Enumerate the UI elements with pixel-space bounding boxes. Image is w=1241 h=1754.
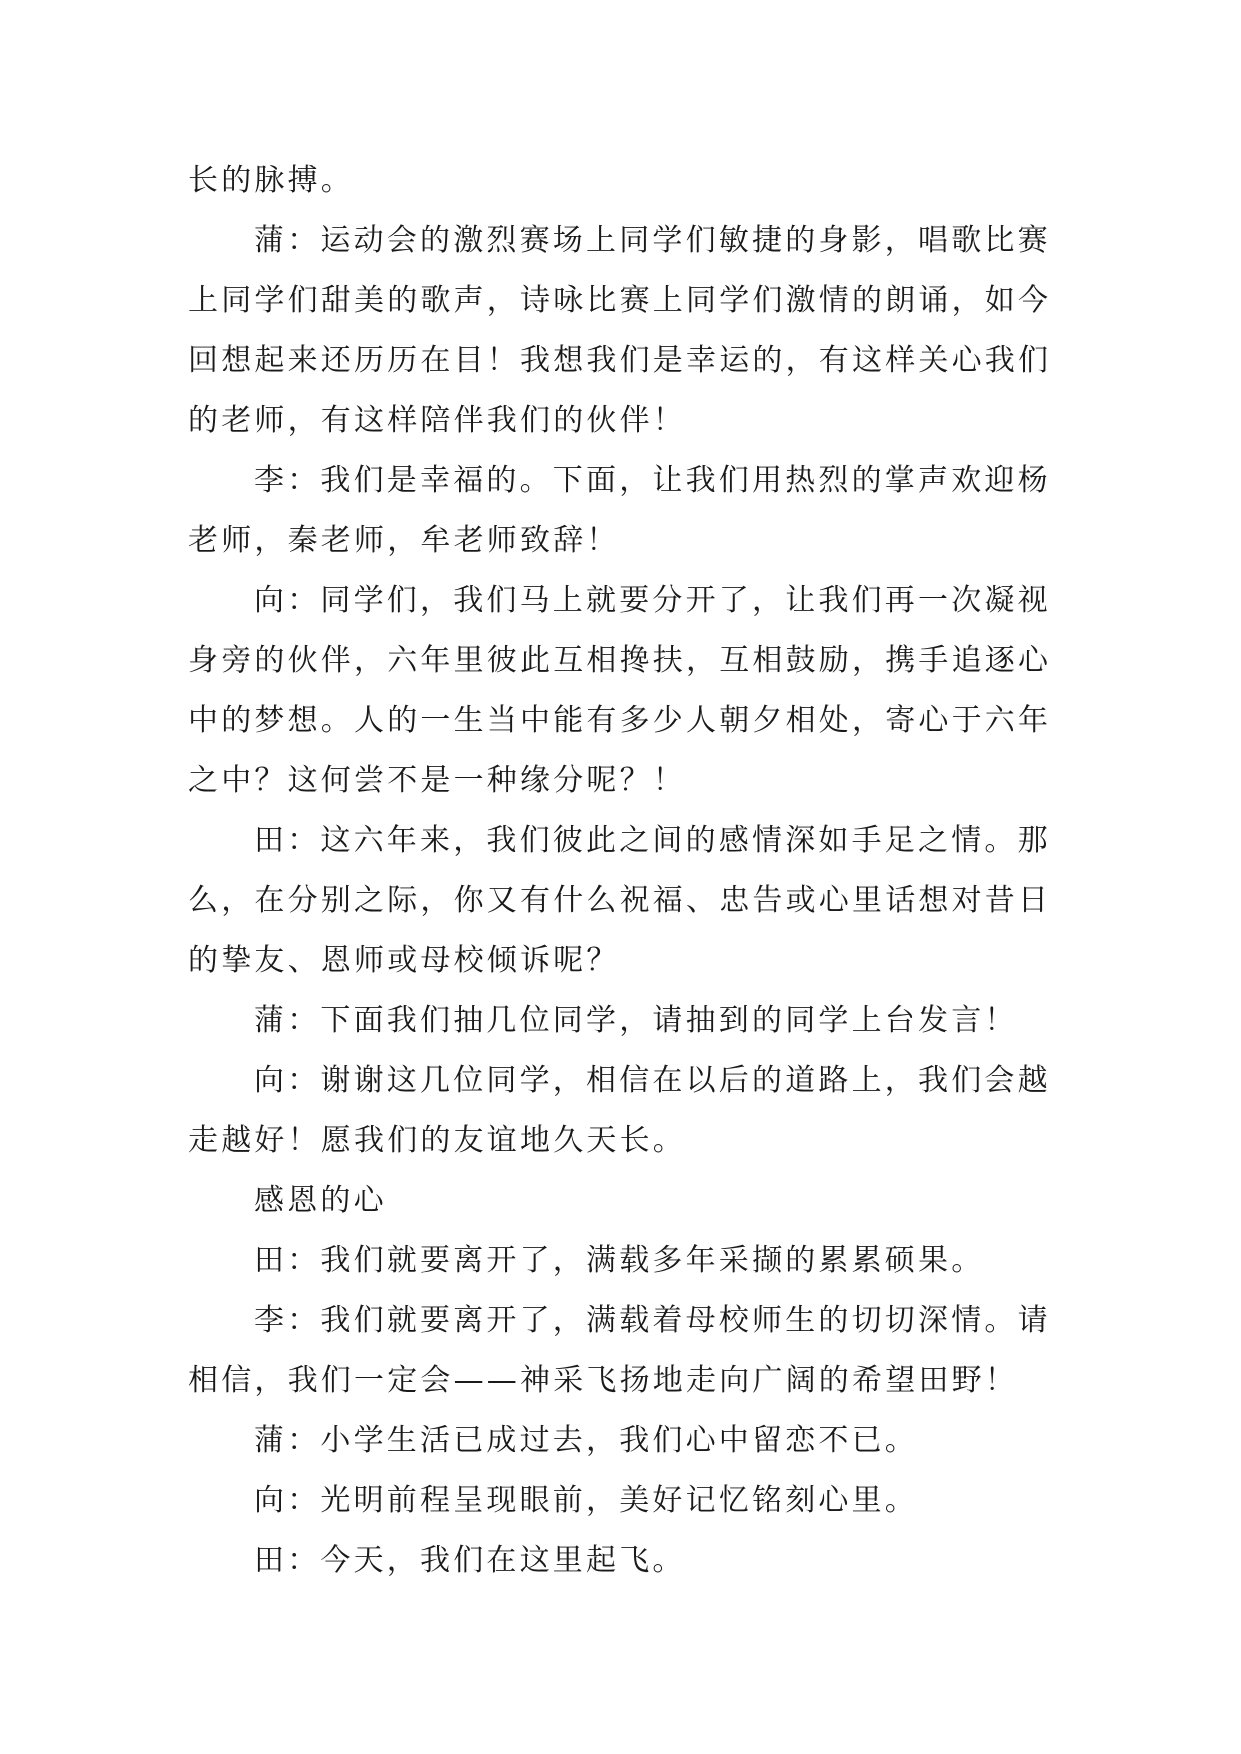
- text-line: 长的脉搏。: [188, 163, 354, 198]
- text-line: 李：我们是幸福的。下面，让我们用热烈的掌声欢迎杨: [254, 463, 1051, 498]
- text-line: 向：同学们，我们马上就要分开了，让我们再一次凝视: [254, 583, 1051, 618]
- text-line: 蒲：小学生活已成过去，我们心中留恋不已。: [254, 1423, 918, 1458]
- text-line: 之中？这何尝不是一种缘分呢？！: [188, 763, 686, 798]
- text-line: 田：这六年来，我们彼此之间的感情深如手足之情。那: [254, 823, 1051, 858]
- text-line: 田：我们就要离开了，满载多年采撷的累累硕果。: [254, 1243, 985, 1278]
- text-line: 上同学们甜美的歌声，诗咏比赛上同学们激情的朗诵，如今: [188, 283, 1052, 318]
- text-line: 走越好！愿我们的友谊地久天长。: [188, 1123, 686, 1158]
- text-line: 相信，我们一定会——神采飞扬地走向广阔的希望田野！: [188, 1363, 1018, 1398]
- text-line: 老师，秦老师，牟老师致辞！: [188, 523, 620, 558]
- section-heading: 感恩的心: [254, 1183, 387, 1218]
- text-line: 蒲：运动会的激烈赛场上同学们敏捷的身影，唱歌比赛: [254, 223, 1051, 258]
- text-line: 中的梦想。人的一生当中能有多少人朝夕相处，寄心于六年: [188, 703, 1052, 738]
- text-line: 的老师，有这样陪伴我们的伙伴！: [188, 403, 686, 438]
- text-line: 身旁的伙伴，六年里彼此互相搀扶，互相鼓励，携手追逐心: [188, 643, 1052, 678]
- text-line: 蒲：下面我们抽几位同学，请抽到的同学上台发言！: [254, 1003, 1018, 1038]
- text-line: 向：光明前程呈现眼前，美好记忆铭刻心里。: [254, 1483, 918, 1518]
- text-line: 的挚友、恩师或母校倾诉呢？: [188, 943, 620, 978]
- document-body: [188, 151, 1060, 1591]
- text-line: 田：今天，我们在这里起飞。: [254, 1543, 686, 1578]
- text-line: 回想起来还历历在目！我想我们是幸运的，有这样关心我们: [188, 343, 1052, 378]
- text-line: 向：谢谢这几位同学，相信在以后的道路上，我们会越: [254, 1063, 1051, 1098]
- text-line: 么，在分别之际，你又有什么祝福、忠告或心里话想对昔日: [188, 883, 1052, 918]
- text-line: 李：我们就要离开了，满载着母校师生的切切深情。请: [254, 1303, 1051, 1338]
